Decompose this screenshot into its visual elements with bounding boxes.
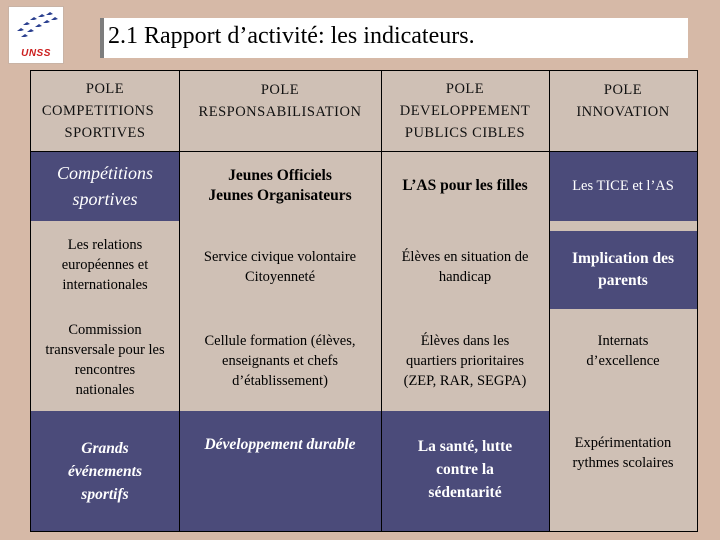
column-divider	[549, 71, 550, 531]
cell-line: sportifs	[81, 485, 129, 503]
cell-line: contre la	[436, 461, 494, 478]
header-innovation	[549, 71, 697, 131]
cell-line: parents	[598, 272, 648, 289]
cell-line: Élèves dans les	[420, 333, 510, 349]
cell-line: d’établissement)	[232, 373, 328, 389]
header-line: POLE	[603, 82, 643, 98]
header-responsabilisation	[179, 71, 381, 131]
page-title: 2.1 Rapport d’activité: les indicateurs.	[108, 23, 475, 49]
cell-developpement-durable	[179, 411, 381, 531]
cell-sante-sedentarite	[381, 411, 549, 531]
unss-logo	[8, 6, 64, 64]
cell-handicap	[381, 221, 549, 309]
cell-line: internationales	[62, 277, 148, 293]
column-divider	[179, 71, 180, 531]
cell-line: Jeunes Officiels	[228, 167, 332, 184]
cell-service-civique	[179, 221, 381, 309]
cell-line: européennes et	[61, 257, 149, 273]
cell-experimentation-rythmes	[549, 411, 697, 531]
cell-line: Compétitions	[56, 163, 153, 183]
cell-line: (ZEP, RAR, SEGPA)	[403, 373, 527, 389]
header-line: SPORTIVES	[64, 125, 146, 141]
cell-commission-transversale	[31, 309, 179, 411]
cell-line: Commission	[68, 322, 142, 338]
cell-line: Les relations	[67, 237, 143, 253]
cell-line: rythmes scolaires	[572, 455, 674, 471]
cell-line: rencontres	[74, 362, 136, 378]
cell-line: nationales	[75, 382, 135, 398]
header-line: POLE	[260, 82, 300, 98]
cell-line: Expérimentation	[574, 435, 672, 451]
cell-line: Internats	[597, 333, 649, 349]
cell-quartiers-prioritaires	[381, 309, 549, 411]
cell-line: handicap	[438, 269, 492, 285]
cell-as-filles	[381, 151, 549, 221]
cell-line: sédentarité	[428, 484, 502, 501]
cell-line: Grands	[81, 439, 129, 457]
cell-line: Implication des	[571, 250, 675, 267]
header-line: POLE	[85, 81, 125, 97]
header-line: PUBLICS CIBLES	[404, 125, 526, 141]
cell-cellule-formation	[179, 309, 381, 411]
cell-line: événements	[67, 462, 143, 480]
cell-implication-parents	[549, 231, 697, 309]
cell-line: L’AS pour les filles	[402, 177, 528, 194]
cell-internats	[549, 309, 697, 411]
cell-jeunes-officiels	[179, 151, 381, 221]
cell-line: transversale pour les	[45, 342, 165, 358]
title-box	[100, 18, 688, 58]
cell-line: Service civique volontaire	[203, 249, 357, 265]
row-divider	[31, 151, 697, 152]
header-line: INNOVATION	[576, 104, 670, 120]
cell-line: d’excellence	[586, 353, 660, 369]
cell-competitions-sportives	[31, 151, 179, 221]
header-line: RESPONSABILISATION	[198, 104, 362, 120]
cell-line: sportives	[72, 189, 138, 209]
indicator-table	[30, 70, 698, 532]
cell-line: Jeunes Organisateurs	[208, 187, 352, 204]
cell-tice	[549, 151, 697, 221]
logo-text: UNSS	[21, 48, 51, 59]
header-developpement	[381, 71, 549, 151]
cell-line: Cellule formation (élèves,	[204, 333, 356, 349]
birds-icon	[13, 11, 59, 41]
cell-line: quartiers prioritaires	[406, 353, 524, 369]
cell-relations-europeennes	[31, 221, 179, 309]
header-line: POLE	[445, 81, 485, 97]
cell-line: Citoyenneté	[244, 269, 316, 285]
column-divider	[381, 71, 382, 531]
cell-grands-evenements	[31, 411, 179, 531]
cell-line: Développement durable	[204, 436, 356, 453]
cell-line: Les TICE et l’AS	[572, 178, 674, 194]
cell-line: La santé, lutte	[417, 438, 513, 455]
cell-line: Élèves en situation de	[401, 249, 529, 265]
cell-line: enseignants et chefs	[222, 353, 338, 369]
header-line: COMPETITIONS	[41, 103, 155, 119]
header-competitions	[31, 71, 179, 151]
header-line: DEVELOPPEMENT	[399, 103, 531, 119]
